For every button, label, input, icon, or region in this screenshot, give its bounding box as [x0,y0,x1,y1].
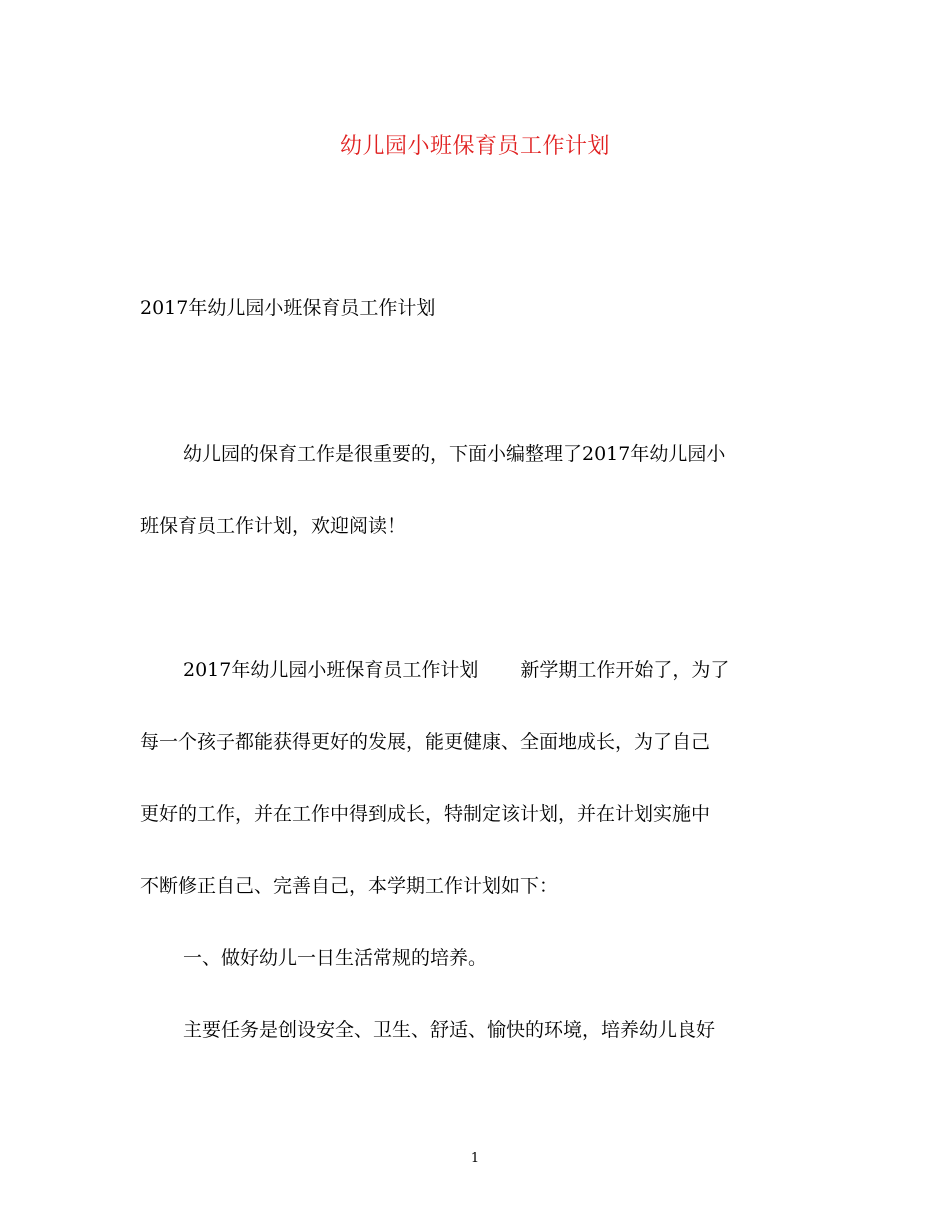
section-heading: 一、做好幼儿一日生活常规的培养。 [183,947,488,969]
document-title: 幼儿园小班保育员工作计划 [339,134,610,159]
body-line-1-text: 新学期工作开始了，为了 [520,659,730,681]
intro-line-1: 幼儿园的保育工作是很重要的，下面小编整理了2017年幼儿园小 [183,443,726,465]
page-number: 1 [470,1151,480,1166]
document-subtitle: 2017年幼儿园小班保育员工作计划 [140,297,436,319]
body-paragraph-line-4: 不断修正自己、完善自己，本学期工作计划如下： [140,875,559,897]
body-paragraph-line-2: 每一个孩子都能获得更好的发展，能更健康、全面地成长，为了自己 [140,731,711,753]
body-paragraph-line-3: 更好的工作，并在工作中得到成长，特制定该计划，并在计划实施中 [140,803,711,825]
body-paragraph-last-line: 主要任务是创设安全、卫生、舒适、愉快的环境，培养幼儿良好 [183,1019,716,1041]
intro-line-2: 班保育员工作计划，欢迎阅读！ [140,515,407,537]
body-inline-heading: 2017年幼儿园小班保育员工作计划 [183,659,479,681]
body-paragraph-line-1 [183,657,729,683]
